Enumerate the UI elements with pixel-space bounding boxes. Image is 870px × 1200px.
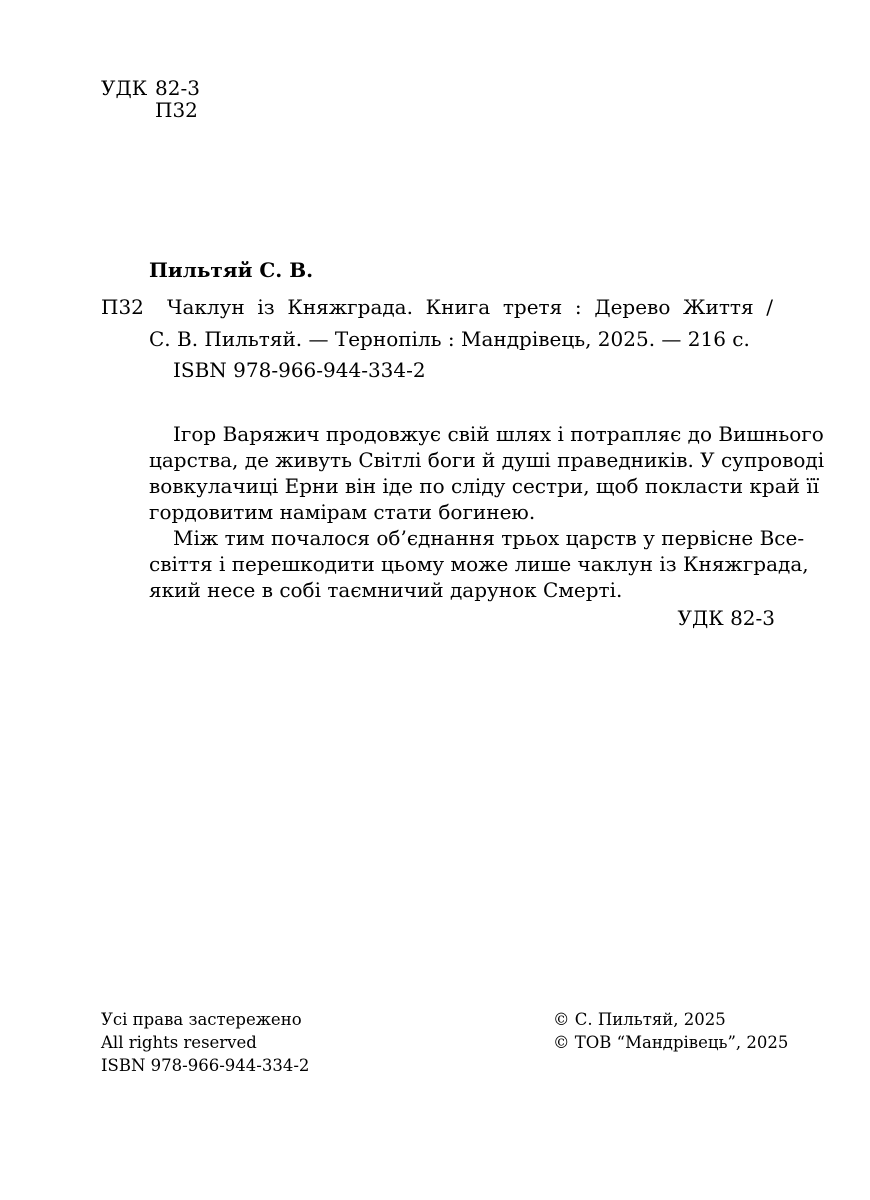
catalog-line-1: Чаклун із Княжграда. Книга третя : Дерево Життя / <box>167 295 773 319</box>
catalog-isbn: ISBN 978-966-944-334-2 <box>173 358 426 382</box>
library-code: П32 <box>155 98 198 122</box>
annotation-line-7: який несе в собі таємничий дарунок Смерті. <box>149 578 623 602</box>
annotation-line-2: царства, де живуть Світлі боги й душі праведників. У супроводі <box>149 448 825 472</box>
annotation-line-1: Ігор Варяжич продовжує свій шлях і потрапляє до Вишнього <box>173 422 824 446</box>
annotation-udk: УДК 82-3 <box>677 606 775 630</box>
annotation-line-3: вовкулачиці Ерни він іде по сліду сестри, щоб покласти край її <box>149 474 820 498</box>
catalog-author: Пильтяй С. В. <box>149 258 314 282</box>
annotation-line-6: свіття і перешкодити цьому може лише чаклун із Княжграда, <box>149 552 809 576</box>
rights-reserved-uk: Усі права застережено <box>101 1010 302 1029</box>
annotation-line-4: гордовитим намірам стати богинею. <box>149 500 536 524</box>
copyright-author: © С. Пильтяй, 2025 <box>553 1010 726 1029</box>
footer-isbn: ISBN 978-966-944-334-2 <box>101 1056 310 1075</box>
udk-label: УДК <box>101 76 148 100</box>
catalog-line-2: С. В. Пильтяй. — Тернопіль : Мандрівець, 2025. — 216 с. <box>149 327 750 351</box>
catalog-code: П32 <box>101 295 144 319</box>
rights-reserved-en: All rights reserved <box>101 1033 257 1052</box>
udk-code: 82-3 <box>155 76 200 100</box>
annotation-line-5: Між тим почалося об’єднання трьох царств у первісне Все- <box>173 526 805 550</box>
copyright-publisher: © ТОВ “Мандрівець”, 2025 <box>553 1033 789 1052</box>
